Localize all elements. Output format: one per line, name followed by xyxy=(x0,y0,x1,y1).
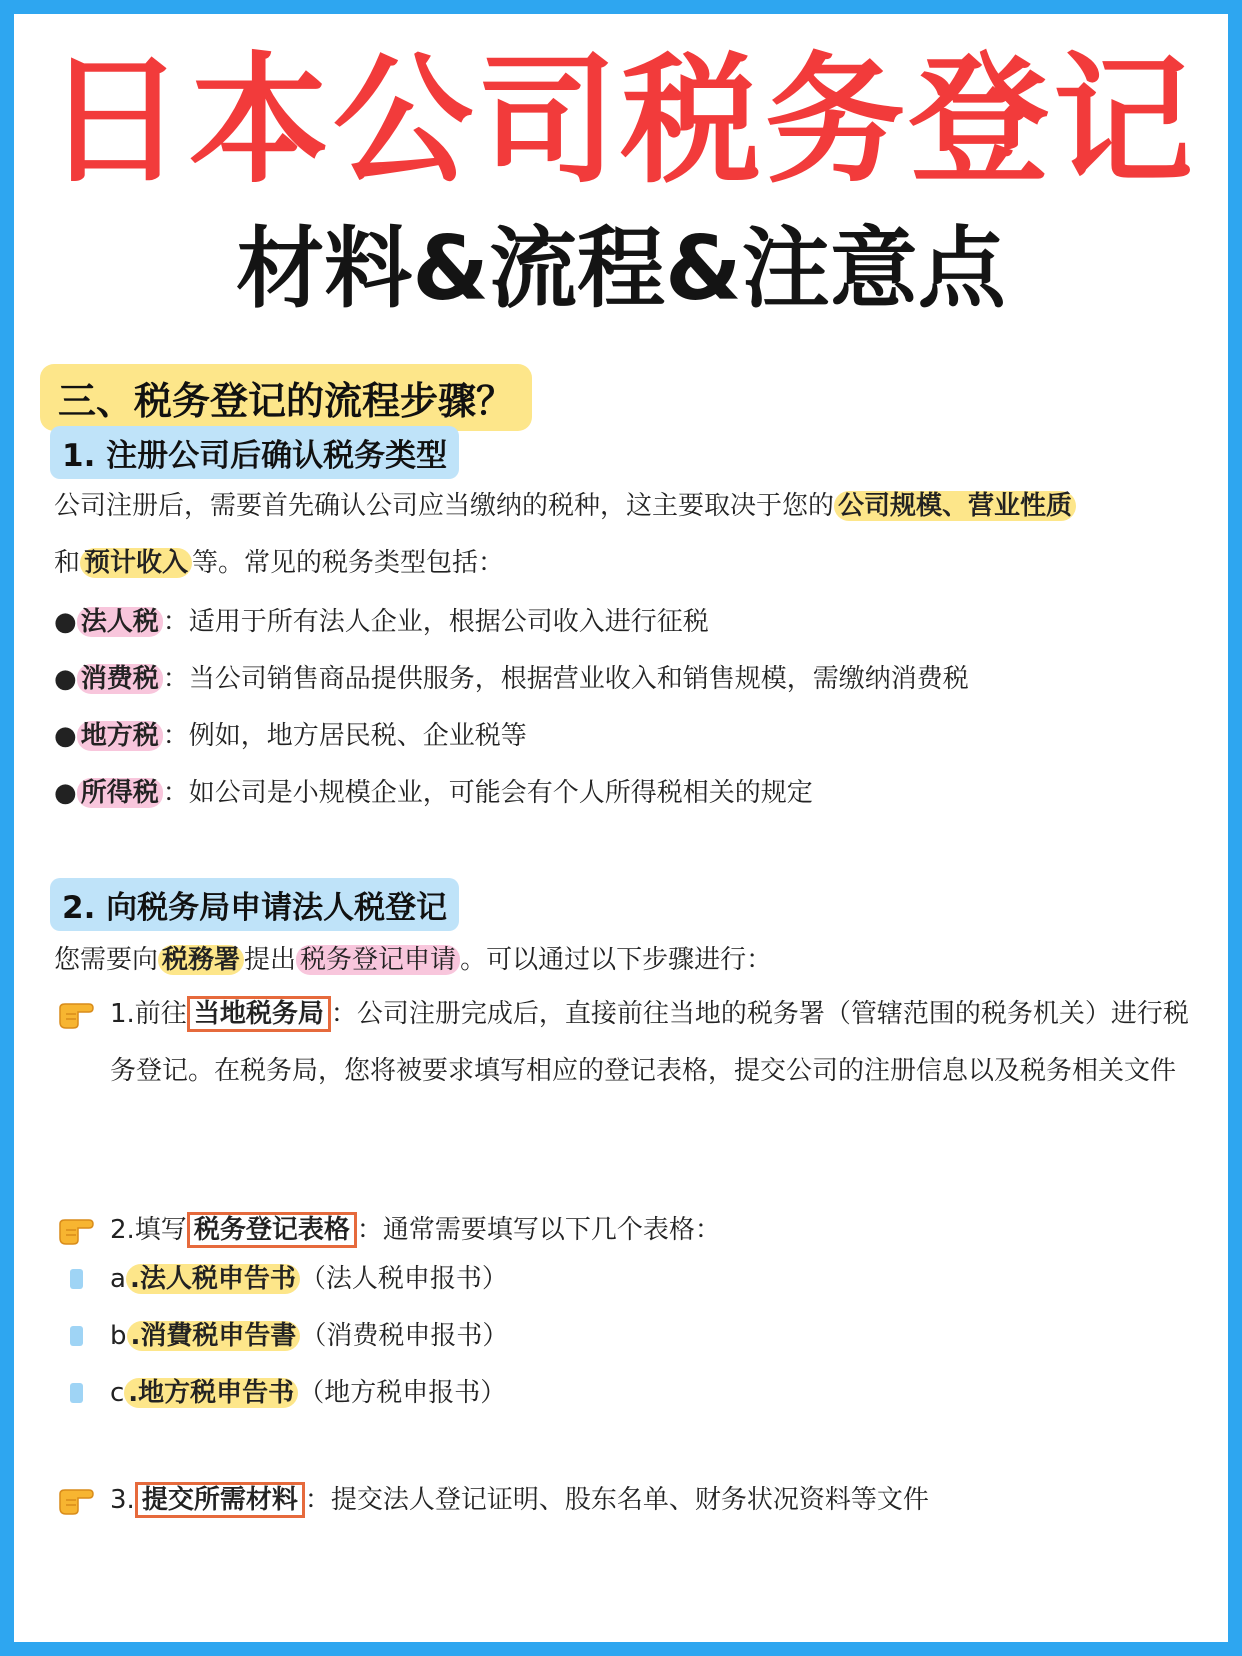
blue-tick-icon xyxy=(70,1383,83,1403)
tax-name: 法人税 xyxy=(77,607,163,637)
tax-desc: ：当公司销售商品提供服务，根据营业收入和销售规模，需缴纳消费税 xyxy=(162,664,969,694)
tax-name: 地方税 xyxy=(77,721,163,751)
step2-highlight-application: 税务登记申请 xyxy=(296,945,460,975)
form-item xyxy=(110,1251,508,1308)
page-subtitle: 材料&流程&注意点 xyxy=(236,217,1006,320)
tax-item xyxy=(54,765,1204,822)
form-letter: a xyxy=(110,1264,126,1294)
form-letter: b xyxy=(110,1321,127,1351)
form-note: （法人税申报书） xyxy=(299,1264,508,1294)
step1-intro-a: 公司注册后，需要首先确认公司应当缴纳的税种，这主要取决于您的 xyxy=(54,491,835,521)
form-note: （地方税申报书） xyxy=(298,1378,507,1408)
tax-item xyxy=(54,708,1204,765)
tax-name: 所得税 xyxy=(77,778,163,808)
form-note: （消费税申报书） xyxy=(300,1321,509,1351)
step2-intro-b: 提出 xyxy=(244,945,297,975)
item-boxed-label: 税务登记表格 xyxy=(187,1212,357,1248)
backhand-index-pointing-right-icon xyxy=(56,1480,96,1520)
step2-intro-c: 。可以通过以下步骤进行： xyxy=(460,945,773,975)
item-text: ：公司注册完成后，直接前往当地的税务署（管辖范围的税务机关）进行税务登记。在税务局，您将被要求填写相应的登记表格，提交公司的注册信息以及税务相关文件 xyxy=(110,999,1189,1086)
bullet-dot-icon: ● xyxy=(54,607,77,637)
step2-item xyxy=(110,1472,1190,1529)
step2-heading: 2. 向税务局申请法人税登记 xyxy=(50,878,459,931)
tax-item xyxy=(54,594,1204,651)
step2-item xyxy=(110,986,1190,1100)
form-name: .消費税申告書 xyxy=(127,1321,301,1351)
item-boxed-label: 提交所需材料 xyxy=(135,1482,305,1518)
tax-item xyxy=(54,651,1204,708)
content-card xyxy=(14,14,1228,1642)
step1-intro-b: 和 xyxy=(54,548,81,578)
tax-name: 消费税 xyxy=(77,664,163,694)
item-text: ：通常需要填写以下几个表格： xyxy=(356,1215,721,1245)
item-prefix: 3. xyxy=(110,1485,135,1515)
form-name: .地方税申告书 xyxy=(124,1378,298,1408)
page-title: 日本公司税务登记 xyxy=(44,40,1197,203)
tax-desc: ：适用于所有法人企业，根据公司收入进行征税 xyxy=(162,607,709,637)
bullet-dot-icon: ● xyxy=(54,721,77,751)
form-item xyxy=(110,1365,506,1422)
step1-highlight-income: 预计收入 xyxy=(80,548,192,578)
step1-intro xyxy=(54,478,1204,592)
blue-tick-icon xyxy=(70,1269,83,1289)
backhand-index-pointing-right-icon xyxy=(56,1210,96,1250)
backhand-index-pointing-right-icon xyxy=(56,994,96,1034)
step2-intro-a: 您需要向 xyxy=(54,945,159,975)
bullet-dot-icon: ● xyxy=(54,778,77,808)
tax-desc: ：如公司是小规模企业，可能会有个人所得税相关的规定 xyxy=(162,778,813,808)
tax-desc: ：例如，地方居民税、企业税等 xyxy=(162,721,527,751)
item-text: ：提交法人登记证明、股东名单、财务状况资料等文件 xyxy=(304,1485,929,1515)
item-prefix: 2.填写 xyxy=(110,1215,187,1245)
section-heading: 三、税务登记的流程步骤？ xyxy=(40,364,532,431)
step2-intro xyxy=(54,932,1204,989)
item-prefix: 1.前往 xyxy=(110,999,187,1029)
blue-tick-icon xyxy=(70,1326,83,1346)
step1-intro-c: 等。常见的税务类型包括： xyxy=(192,548,505,578)
form-letter: c xyxy=(110,1378,125,1408)
item-boxed-label: 当地税务局 xyxy=(187,996,331,1032)
bullet-dot-icon: ● xyxy=(54,664,77,694)
step1-highlight-scale: 公司规模、营业性质 xyxy=(834,491,1076,521)
step1-heading: 1. 注册公司后确认税务类型 xyxy=(50,426,459,479)
step2-highlight-office: 税務署 xyxy=(158,945,244,975)
form-item xyxy=(110,1308,508,1365)
form-name: .法人税申告书 xyxy=(126,1264,300,1294)
